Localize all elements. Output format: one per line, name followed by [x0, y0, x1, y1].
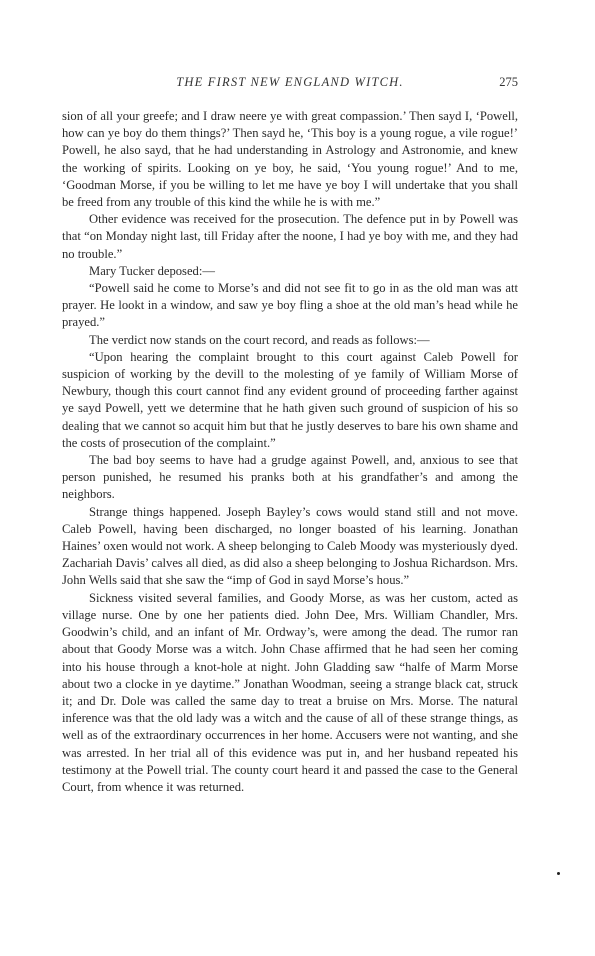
paragraph-3: Mary Tucker deposed:— [89, 263, 215, 278]
running-title: THE FIRST NEW ENGLAND WITCH. [176, 75, 404, 89]
paragraph-8: Strange things happened. Joseph Bayley’s cows would stand still and not move. Caleb Powell, having been discharged, no longer boasted of his learning. Jonathan Haines’ oxen would not work. A sheep belonging to Caleb Moody was mysteriously dyed. Zachariah Davis’ calves all died, as did also a sheep belonging to Joshua Richardson. Mrs. John Wells said that she saw the “imp of God in sayd Morse’s hous.” [62, 504, 518, 588]
paragraph-4: “Powell said he come to Morse’s and did not see fit to go in as the old man was att prayer. He lookt in a window, and saw ye boy fling a shoe at the old man’s head while he prayed.” [62, 281, 518, 330]
paragraph-9: Sickness visited several families, and Goody Morse, as was her custom, acted as village nurse. One by one her patients died. John Dee, Mrs. William Chandler, Mrs. Goodwin’s child, and an infant of Mr. Ordway’s, were among the dead. The rumor ran about that Goody Morse was a witch. John Chase affirmed that he had seen her coming into his house through a knot-hole at night. John Gladding saw “halfe of Marm Morse about two a clocke in ye daytime.” Jonathan Woodman, seeing a strange black cat, struck it; and Dr. Dole was called the same day to treat a bruise on Mrs. Morse. The natural inference was that the old lady was a witch and the cause of all of these strange things, as well as of the extraordinary occurrences in her home. Accusers were not wanting, and she was arrested. In her trial all of this evidence was put in, and her husband repeated his testimony at the Powell trial. The county court heard it and passed the case to the General Court, from whence it was returned. [62, 590, 518, 794]
paragraph-1: sion of all your greefe; and I draw neere ye with great compassion.’ Then sayd I, ‘Powell, how can ye boy do them things?’ Then sayd he, ‘This boy is a young rogue, a vile rogue!’ Powell, he also sayd, that he had understanding in Astrology and Astronomie, and knew the working of spirits. Looking on ye boy, he said, ‘You young rogue!’ And to me, ‘Goodman Morse, if you be willing to let me have ye boy I will undertake that you shall be freed from any trouble of this kind the while he is with me.” [62, 109, 518, 210]
paragraph-5: The verdict now stands on the court record, and reads as follows:— [89, 332, 430, 347]
margin-dot [557, 872, 560, 875]
page-number: 275 [499, 75, 518, 89]
paragraph-2: Other evidence was received for the prosecution. The defence put in by Powell was that “on Monday night last, till Friday after the noone, I had ye boy with me, and they had no trouble.” [62, 212, 518, 261]
paragraph-7: The bad boy seems to have had a grudge against Powell, and, anxious to see that person punished, he resumed his pranks both at his grandfather’s and among the neighbors. [62, 453, 518, 502]
running-head [62, 75, 518, 95]
paragraph-6: “Upon hearing the complaint brought to this court against Caleb Powell for suspicion of working by the devill to the molesting of ye family of William Morse of Newbury, though this court cannot find any evident ground of proceeding farther against ye sayd Powell, yett we determine that he hath given such ground of suspicion of his so dealing that we cannot so acquit him but that he justly deserves to bare his own shame and the costs of prosecution of the complaint.” [62, 349, 518, 450]
body-text [62, 108, 518, 796]
